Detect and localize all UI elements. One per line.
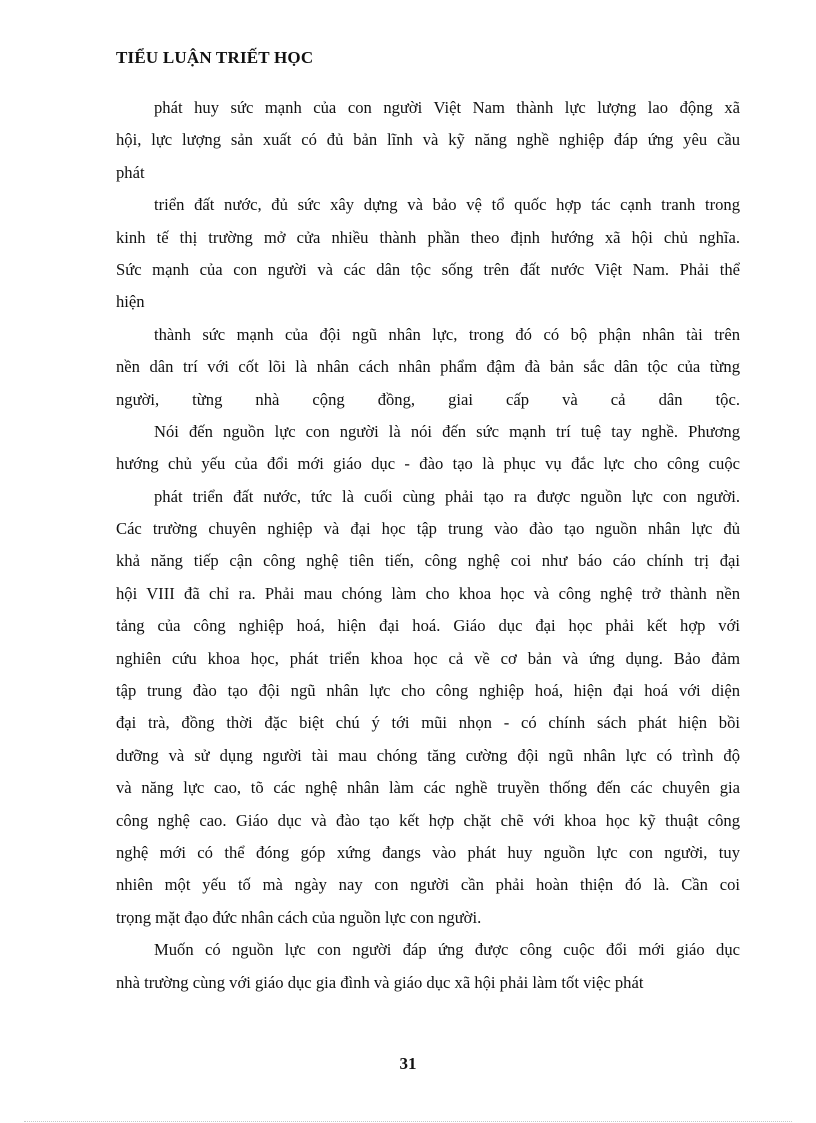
- text-line: khả năng tiếp cận công nghệ tiên tiến, công nghệ coi như báo cáo chính trị đại: [116, 551, 740, 571]
- text-line: Nói đến nguồn lực con người là nói đến sức mạnh trí tuệ tay nghề. Phương: [154, 421, 740, 441]
- text-line: nhà trường cùng với giáo dục gia đình và giáo dục xã hội phải làm tốt việc phát: [116, 972, 644, 992]
- text-line: kinh tế thị trường mở cửa nhiều thành phần theo định hướng xã hội chủ nghĩa.: [116, 227, 740, 247]
- text-line: tảng của công nghiệp hoá, hiện đại hoá. Giáo dục đại học phải kết hợp với: [116, 616, 740, 636]
- text-line: nền dân trí với cốt lõi là nhân cách nhân phẩm đậm đà bản sắc dân tộc của từng: [116, 357, 740, 377]
- text-line: trọng mặt đạo đức nhân cách của nguồn lực con người.: [116, 907, 482, 927]
- text-line: nghệ mới có thể đóng góp xứng đangs vào phát huy nguồn lực con người, tuy: [116, 842, 740, 862]
- page-header-title: TIỂU LUẬN TRIẾT HỌC: [116, 48, 314, 67]
- text-line: phát: [116, 162, 145, 182]
- page-bottom-divider: [24, 1121, 792, 1122]
- text-line: tập trung đào tạo đội ngũ nhân lực cho công nghiệp hoá, hiện đại hoá với diện: [116, 681, 740, 701]
- text-line: triển đất nước, đủ sức xây dựng và bảo vệ tổ quốc hợp tác cạnh tranh trong: [154, 195, 740, 215]
- text-line: Muốn có nguồn lực con người đáp ứng được công cuộc đổi mới giáo dục: [154, 940, 740, 960]
- text-line: hội, lực lượng sản xuất có đủ bản lĩnh và kỹ năng nghề nghiệp đáp ứng yêu cầu: [116, 130, 740, 150]
- text-line: dưỡng và sử dụng người tài mau chóng tăng cường đội ngũ nhân lực có trình độ: [116, 745, 740, 765]
- text-line: công nghệ cao. Giáo dục và đào tạo kết hợp chặt chẽ với khoa học kỹ thuật công: [116, 810, 740, 830]
- body-text: [116, 92, 740, 999]
- text-line: phát huy sức mạnh của con người Việt Nam thành lực lượng lao động xã: [154, 98, 740, 117]
- text-line: thành sức mạnh của đội ngũ nhân lực, trong đó có bộ phận nhân tài trên: [154, 324, 740, 344]
- text-line: nhiên một yếu tố mà ngày nay con người cần phải hoàn thiện đó là. Cần coi: [116, 875, 740, 895]
- text-line: Các trường chuyên nghiệp và đại học tập trung vào đào tạo nguồn nhân lực đủ: [116, 519, 740, 539]
- text-line: hiện: [116, 292, 145, 312]
- text-line: phát triển đất nước, tức là cuối cùng phải tạo ra được nguồn lực con người.: [154, 486, 740, 506]
- text-line: Sức mạnh của con người và các dân tộc sống trên đất nước Việt Nam. Phải thể: [116, 259, 740, 279]
- text-line: hội VIII đã chỉ ra. Phải mau chóng làm cho khoa học và công nghệ trở thành nền: [116, 583, 740, 603]
- page-number: 31: [399, 1054, 417, 1073]
- text-line: người, từng nhà cộng đồng, giai cấp và cả dân tộc.: [116, 389, 740, 409]
- text-line: nghiên cứu khoa học, phát triển khoa học cả về cơ bản và ứng dụng. Bảo đảm: [116, 648, 740, 668]
- text-line: đại trà, đồng thời đặc biệt chú ý tới mũi nhọn - có chính sách phát hiện bồi: [116, 713, 740, 733]
- text-line: và năng lực cao, tõ các nghệ nhân làm các nghề truyền thống đến các chuyên gia: [116, 778, 740, 798]
- text-line: hướng chủ yếu của đổi mới giáo dục - đào tạo là phục vụ đắc lực cho công cuộc: [116, 454, 740, 474]
